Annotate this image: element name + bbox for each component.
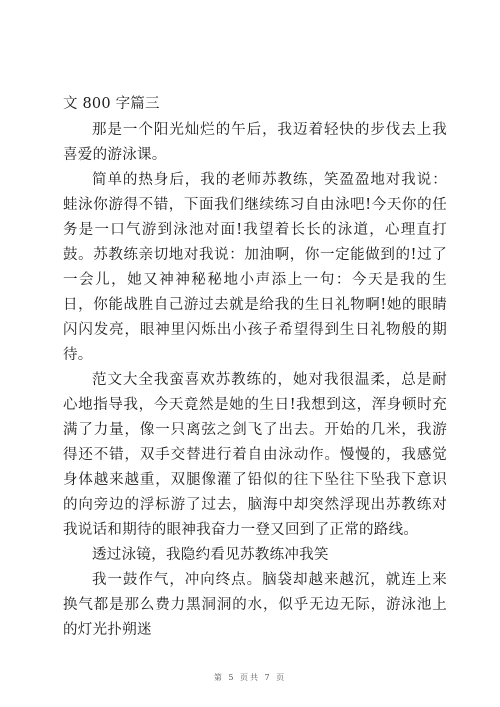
section-heading: 文 800 字篇三 [63,96,160,112]
paragraph-2: 简单的热身后，我的老师苏教练，笑盈盈地对我说：蛙泳你游得不错，下面我们继续练习自由泳吧!今天你的任务是一口气游到泳池对面!我望着长长的泳道，心理直打鼓。苏教练亲切地对我说：加油啊，你一定能做到的!过了一会儿，她又神神秘秘地小声添上一句：今天是我的生日，你能战胜自己游过去就是给我的生日礼物啊!她的眼睛闪闪发亮，眼神里闪烁出小孩子希望得到生日礼物般的期待。 [63,172,447,363]
page-number-footer: 第 5 页共 7 页 [213,673,287,682]
paragraph-4: 透过泳镜，我隐约看见苏教练冲我笑 [92,547,329,563]
paragraph-5: 我一鼓作气，冲向终点。脑袋却越来越沉，就连上来换气都是那么费力黑洞洞的水，似乎无边无际，游泳池上的灯光扑朔迷 [63,572,447,638]
paragraph-3: 范文大全我蛮喜欢苏教练的，她对我很温柔，总是耐心地指导我，今天竟然是她的生日!我想到这，浑身顿时充满了力量，像一只离弦之剑飞了出去。开始的几米，我游得还不错，双手交替进行着自由泳动作。慢慢的，我感觉身体越来越重，双腿像灌了铅似的往下坠往下坠我下意识的向旁边的浮标游了过去，脑海中却突然浮现出苏教练对我说话和期待的眼神我奋力一登又回到了正常的路线。 [63,372,447,538]
document-body [63,93,447,643]
paragraph-1: 那是一个阳光灿烂的午后，我迈着轻快的步伐去上我喜爱的游泳课。 [63,122,447,163]
